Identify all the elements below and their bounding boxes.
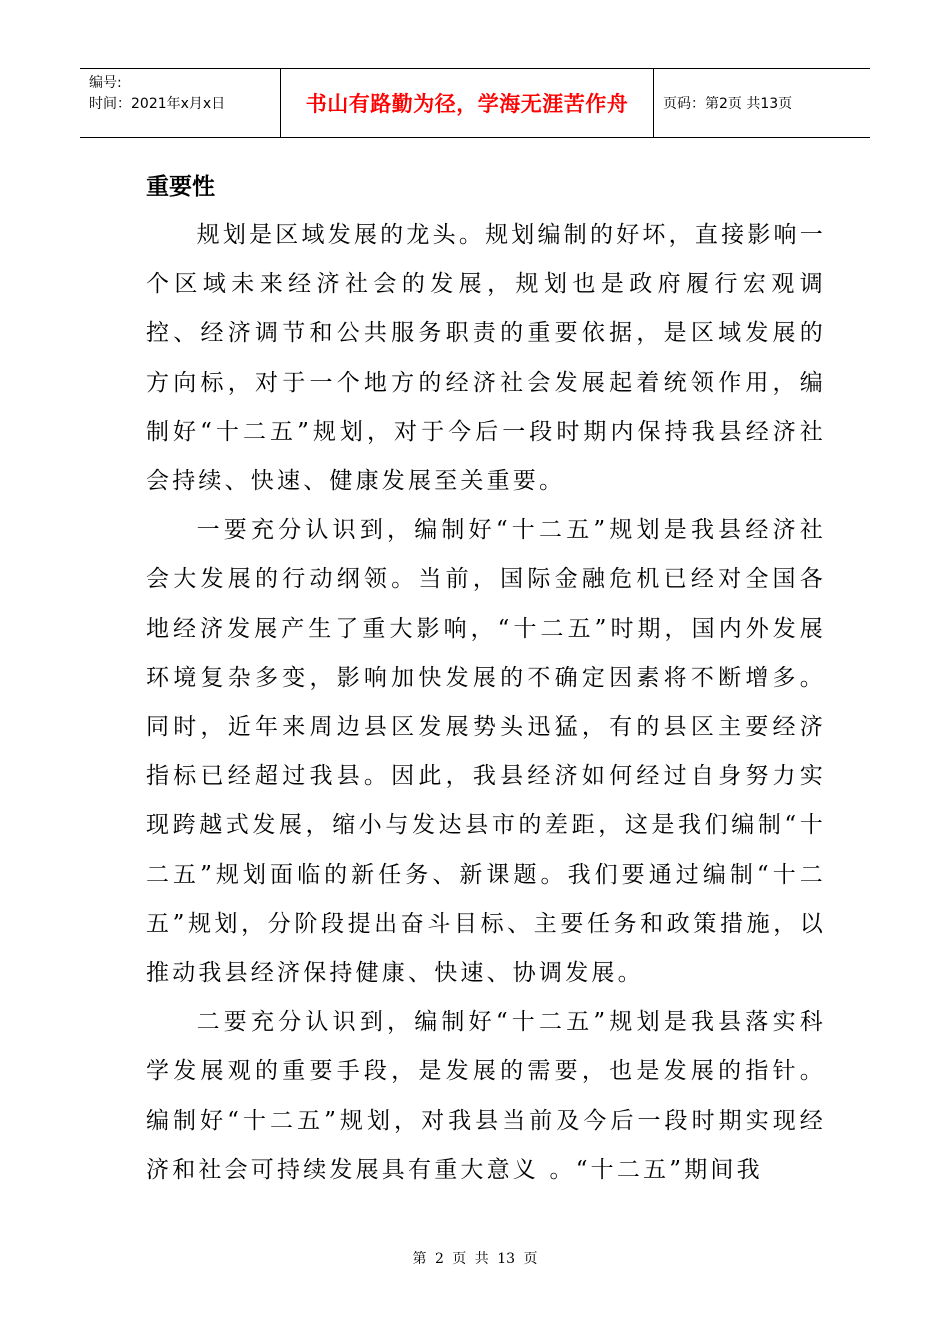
motto-text: 书山有路勤为径，学海无涯苦作舟 (305, 92, 629, 116)
page-footer: 第 2 页 共 13 页 (412, 1251, 538, 1267)
section-title: 重要性 (146, 174, 215, 200)
serial-label: 编号: (89, 75, 122, 91)
header-meta-cell (80, 69, 281, 137)
date-label: 时间：2021年x月x日 (89, 96, 226, 112)
paragraph-1: 规划是区域发展的龙头。规划编制的好坏，直接影响一个区域未来经济社会的发展，规划也是政府履行宏观调控、经济调节和公共服务职责的重要依据，是区域发展的方向标，对于一个地方的经济社会发展起着统领作用，编制好“十二五”规划，对于今后一段时期内保持我县经济社会持续、快速、健康发展至关重要。 (146, 222, 826, 495)
header-motto-cell (281, 69, 654, 137)
paragraph-2: 一要充分认识到，编制好“十二五”规划是我县经济社会大发展的行动纲领。当前，国际金融危机已经对全国各地经济发展产生了重大影响，“十二五”时期，国内外发展环境复杂多变，影响加快发展的不确定因素将不断增多。同时，近年来周边县区发展势头迅猛，有的县区主要经济指标已经超过我县。因此，我县经济如何经过自身努力实现跨越式发展，缩小与发达县市的差距，这是我们编制“十二五”规划面临的新任务、新课题。我们要通过编制“十二五”规划，分阶段提出奋斗目标、主要任务和政策措施，以推动我县经济保持健康、快速、协调发展。 (146, 517, 826, 987)
paragraph-3: 二要充分认识到，编制好“十二五”规划是我县落实科学发展观的重要手段，是发展的需要，也是发展的指针。编制好“十二五”规划，对我县当前及今后一段时期实现经济和社会可持续发展具有重大意义 。“十二五”期间我 (146, 1009, 826, 1183)
document-header (80, 68, 870, 138)
page-info: 页码：第2页 共13页 (663, 96, 793, 112)
document-body (146, 163, 826, 1195)
header-page-cell (654, 69, 870, 137)
